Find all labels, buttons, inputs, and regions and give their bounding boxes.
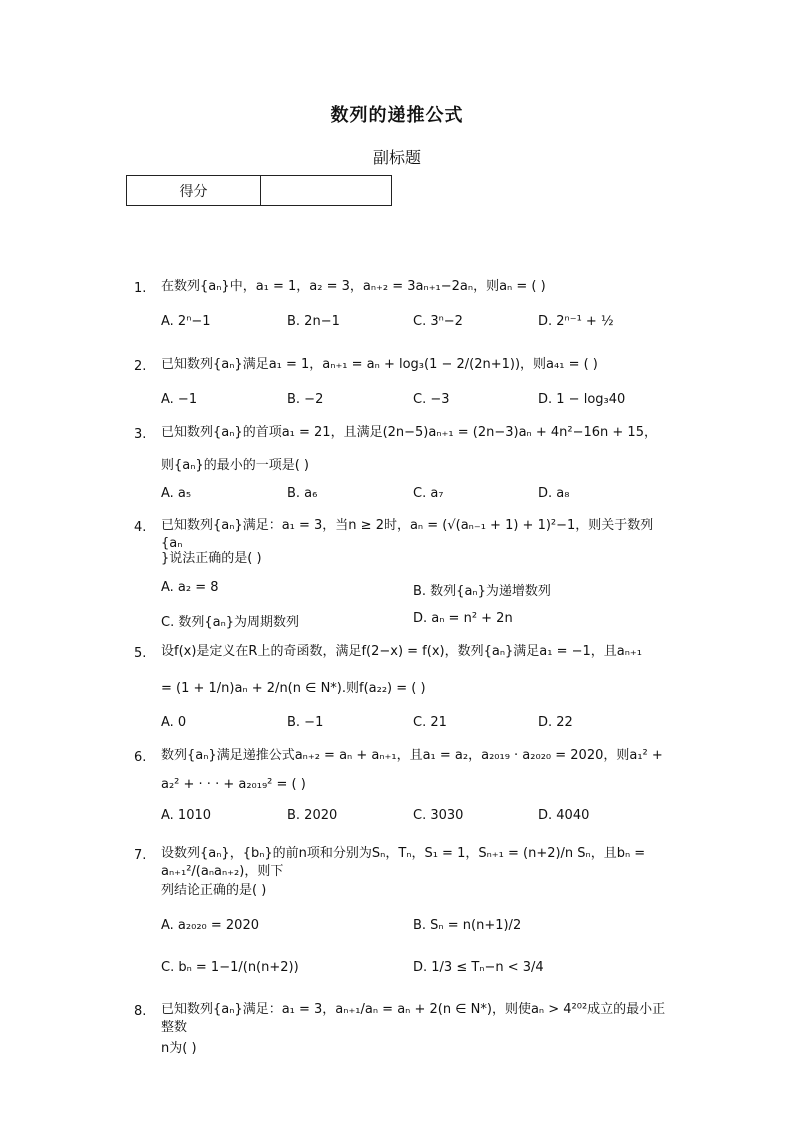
- page-subtitle: 副标题: [372, 148, 421, 167]
- question-text: 设f(x)是定义在R上的奇函数，满足f(2−x) = f(x)，数列{aₙ}满足a₁ = −1，且aₙ₊₁: [161, 644, 643, 659]
- question-number: 2.: [134, 359, 147, 374]
- option-d[interactable]: D. 22: [538, 715, 573, 730]
- option-b[interactable]: B. 数列{aₙ}为递增数列: [413, 584, 551, 599]
- score-label: 得分: [127, 176, 261, 205]
- option-d[interactable]: D. 4040: [538, 808, 590, 823]
- question-text: 已知数列{aₙ}满足：a₁ = 3，aₙ₊₁/aₙ = aₙ + 2(n ∈ N*)，则使aₙ > 4²⁰²成立的最小正整数: [161, 1002, 666, 1035]
- question-number: 3.: [134, 427, 147, 442]
- option-c[interactable]: C. bₙ = 1−1/(n(n+2)): [161, 960, 299, 975]
- question-number: 4.: [134, 520, 147, 535]
- question-text-cont: n为( ): [161, 1041, 197, 1056]
- option-c[interactable]: C. 3ⁿ−2: [413, 314, 463, 329]
- option-a[interactable]: A. a₅: [161, 486, 192, 501]
- option-b[interactable]: B. a₆: [287, 486, 318, 501]
- question-number: 1.: [134, 281, 147, 296]
- option-b[interactable]: B. −2: [287, 392, 324, 407]
- question-text-cont: 则{aₙ}的最小的一项是( ): [161, 458, 309, 473]
- option-d[interactable]: D. 1/3 ≤ Tₙ−n < 3/4: [413, 960, 544, 975]
- page-title: 数列的递推公式: [330, 105, 464, 126]
- option-b[interactable]: B. −1: [287, 715, 324, 730]
- option-a[interactable]: A. 2ⁿ−1: [161, 314, 211, 329]
- option-c[interactable]: C. −3: [413, 392, 450, 407]
- option-a[interactable]: A. a₂₀₂₀ = 2020: [161, 918, 259, 933]
- option-d[interactable]: D. a₈: [538, 486, 570, 501]
- question-number: 8.: [134, 1004, 147, 1019]
- question-text: 设数列{aₙ}，{bₙ}的前n项和分别为Sₙ，Tₙ，S₁ = 1，Sₙ₊₁ = (n+2)/n Sₙ，且bₙ = aₙ₊₁²/(aₙaₙ₊₂)，则下: [161, 846, 646, 879]
- question-text: 已知数列{aₙ}满足a₁ = 1，aₙ₊₁ = aₙ + log₃(1 − 2/(2n+1))，则a₄₁ = ( ): [161, 357, 598, 372]
- option-c[interactable]: C. 3030: [413, 808, 464, 823]
- question-number: 7.: [134, 848, 147, 863]
- question-text-cont: a₂² + · · · + a₂₀₁₉² = ( ): [161, 777, 306, 792]
- question-text: 数列{aₙ}满足递推公式aₙ₊₂ = aₙ + aₙ₊₁，且a₁ = a₂，a₂₀₁₉ · a₂₀₂₀ = 2020，则a₁² +: [161, 748, 663, 763]
- question-text-cont: = (1 + 1/n)aₙ + 2/n(n ∈ N*).则f(a₂₂) = ( ): [161, 681, 426, 696]
- option-c[interactable]: C. 21: [413, 715, 447, 730]
- option-d[interactable]: D. aₙ = n² + 2n: [413, 611, 513, 626]
- option-c[interactable]: C. 数列{aₙ}为周期数列: [161, 615, 300, 630]
- option-d[interactable]: D. 1 − log₃40: [538, 392, 626, 407]
- option-b[interactable]: B. Sₙ = n(n+1)/2: [413, 918, 522, 933]
- question-text: 在数列{aₙ}中，a₁ = 1，a₂ = 3，aₙ₊₂ = 3aₙ₊₁−2aₙ，则aₙ = ( ): [161, 279, 546, 294]
- question-text: 已知数列{aₙ}的首项a₁ = 21，且满足(2n−5)aₙ₊₁ = (2n−3)aₙ + 4n²−16n + 15，: [161, 425, 657, 440]
- question-text: 已知数列{aₙ}满足：a₁ = 3，当n ≥ 2时，aₙ = (√(aₙ₋₁ + 1) + 1)²−1，则关于数列{aₙ: [161, 518, 654, 551]
- option-a[interactable]: A. −1: [161, 392, 198, 407]
- option-c[interactable]: C. a₇: [413, 486, 444, 501]
- option-a[interactable]: A. 0: [161, 715, 187, 730]
- option-d[interactable]: D. 2ⁿ⁻¹ + ½: [538, 314, 614, 329]
- option-b[interactable]: B. 2020: [287, 808, 338, 823]
- question-text-cont: }说法正确的是( ): [161, 551, 262, 566]
- question-number: 6.: [134, 750, 147, 765]
- score-box: [126, 175, 392, 206]
- question-number: 5.: [134, 646, 147, 661]
- option-a[interactable]: A. a₂ = 8: [161, 580, 219, 595]
- question-text-cont: 列结论正确的是( ): [161, 883, 267, 898]
- score-value-cell[interactable]: [261, 176, 391, 205]
- option-a[interactable]: A. 1010: [161, 808, 212, 823]
- option-b[interactable]: B. 2n−1: [287, 314, 340, 329]
